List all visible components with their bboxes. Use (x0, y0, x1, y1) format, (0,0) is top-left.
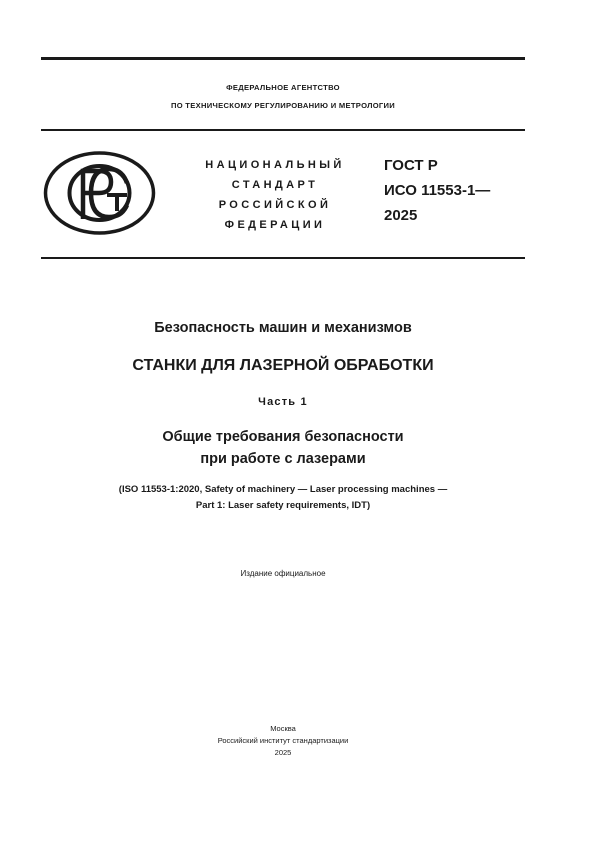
subtitle-line: при работе с лазерами (200, 451, 366, 467)
imprint (41, 723, 525, 759)
national-standard-label (180, 155, 370, 235)
national-standard-line: ФЕДЕРАЦИИ (224, 219, 326, 231)
subtitle (41, 426, 525, 470)
agency-name-line2: ПО ТЕХНИЧЕСКОМУ РЕГУЛИРОВАНИЮ И МЕТРОЛОГИИ (170, 101, 396, 110)
standard-code (384, 153, 490, 228)
national-standard-line: РОССИЙСКОЙ (218, 199, 332, 211)
standard-code-line: 2025 (384, 207, 418, 224)
agency-name-line1: ФЕДЕРАЛЬНОЕ АГЕНТСТВО (226, 83, 340, 92)
main-title: СТАНКИ ДЛЯ ЛАЗЕРНОЙ ОБРАБОТКИ (132, 357, 434, 374)
gost-r-logo-icon (43, 151, 156, 235)
imprint-publisher: Российский институт стандартизации (217, 736, 349, 745)
standard-code-line: ИСО 11553-1— (384, 182, 491, 199)
middle-rule (41, 129, 525, 131)
imprint-city: Москва (270, 724, 296, 733)
subtitle-line: Общие требования безопасности (162, 429, 404, 445)
national-standard-line: НАЦИОНАЛЬНЫЙ (205, 159, 345, 171)
imprint-year: 2025 (274, 748, 292, 757)
part-label: Часть 1 (258, 396, 308, 408)
standard-code-line: ГОСТ Р (384, 157, 438, 174)
edition-label: Издание официальное (240, 569, 326, 578)
iso-reference (41, 482, 525, 514)
bottom-rule (41, 257, 525, 259)
national-standard-line: СТАНДАРТ (231, 179, 319, 191)
top-rule (41, 57, 525, 60)
general-title: Безопасность машин и механизмов (154, 320, 412, 336)
iso-reference-line: Part 1: Laser safety requirements, IDT) (195, 500, 371, 511)
iso-reference-line: (ISO 11553-1:2020, Safety of machinery — Laser processing machines — (118, 484, 448, 495)
